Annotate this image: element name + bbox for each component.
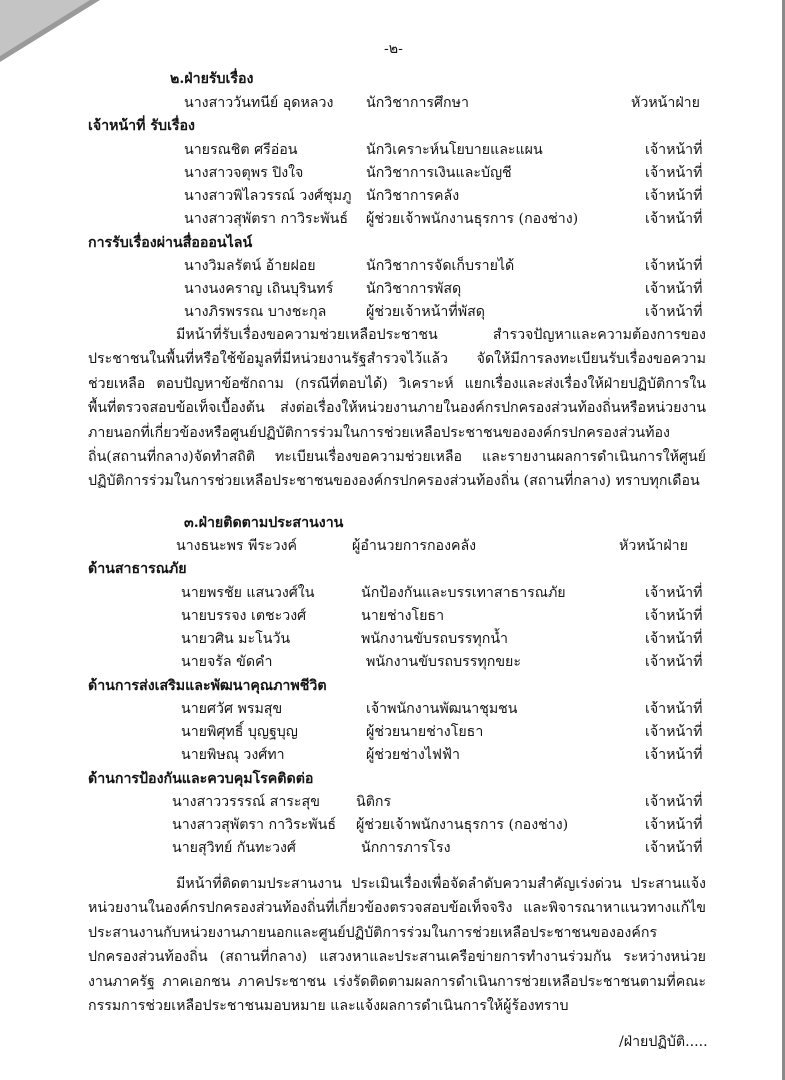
staff-role: เจ้าหน้าที่ xyxy=(645,142,703,158)
staff-position: ผู้ช่วยช่างไฟฟ้า xyxy=(366,747,460,763)
staff-name: นายศวัศ พรมสุข xyxy=(181,701,283,717)
page-number: -๒- xyxy=(384,41,403,57)
section2-staff-heading: เจ้าหน้าที่ รับเรื่อง xyxy=(88,118,195,134)
staff-role: เจ้าหน้าที่ xyxy=(645,165,703,181)
staff-position: นายช่างโยธา xyxy=(361,608,445,624)
staff-name: นายพิศุทธิ์ บุญฐบุญ xyxy=(181,724,298,740)
staff-position: นิติกร xyxy=(356,794,392,810)
staff-role: เจ้าหน้าที่ xyxy=(645,724,703,740)
section2-heading: ๒.ฝ่ายรับเรื่อง xyxy=(170,71,254,87)
staff-position: ผู้ช่วยเจ้าหน้าที่พัสดุ xyxy=(366,304,485,320)
staff-position: พนักงานขับรถบรรทุกขยะ xyxy=(366,654,521,670)
section2-head-role: หัวหน้าฝ่าย xyxy=(631,95,700,111)
staff-name: นางนงคราญ เถินบุรินทร์ xyxy=(184,281,334,297)
online-heading: การรับเรื่องผ่านสื่อออนไลน์ xyxy=(88,235,253,251)
staff-role: เจ้าหน้าที่ xyxy=(645,608,703,624)
staff-role: เจ้าหน้าที่ xyxy=(645,840,703,856)
staff-name: นายพิษณุ วงศ์ทา xyxy=(181,747,285,763)
section2-duty-text: มีหน้าที่รับเรื่องขอความช่วยเหลือประชาชน สำรวจปัญหาและความต้องการของประชาชนในพื้นที่หรือใช้ข้อมูลที่มีหน่วยงานรัฐสำรวจไว้แล้ว จัดให้มีการลงทะเบียนรับเรื่องขอความช่วยเหลือ ตอบปัญหาข้อซักถาม (กรณีที่ตอบได้) วิเคราะห์ แยกเรื่องและส่งเรื่องให้ฝ่ายปฏิบัติการในพื้นที่ตรวจสอบข้อเท็จเบื้องต้น ส่งต่อเรื่องให้หน่วยงานภายในองค์กรปกครองส่วนท้องถิ่นหรือหน่วยงานภายนอกที่เกี่ยวข้องหรือศูนย์ปฏิบัติการร่วมในการช่วยเหลือประชาชนขององค์กรปกครองส่วนท้องถิ่น(สถานที่กลาง)จัดทำสถิติ ทะเบียนเรื่องขอความช่วยเหลือ และรายงานผลการดำเนินการให้ศูนย์ปฏิบัติการร่วมในการช่วยเหลือประชาชนขององค์กรปกครองส่วนท้องถิ่น (สถานที่กลาง) ทราบทุกเดือน xyxy=(88,327,706,490)
staff-position: เจ้าพนักงานพัฒนาชุมชน xyxy=(366,701,518,717)
staff-role: เจ้าหน้าที่ xyxy=(645,701,703,717)
staff-role: เจ้าหน้าที่ xyxy=(645,654,703,670)
staff-name: นางสาวพิไลวรรณ์ วงศ์ชุมภู xyxy=(184,188,352,204)
section2-head-name: นางสาววันทนีย์ อุดหลวง xyxy=(184,95,334,111)
staff-role: เจ้าหน้าที่ xyxy=(645,631,703,647)
staff-position: ผู้ช่วยเจ้าพนักงานธุรการ (กองช่าง) xyxy=(366,211,579,227)
staff-position: นักวิชาการเงินและบัญชี xyxy=(366,165,512,181)
staff-position: ผู้ช่วยนายช่างโยธา xyxy=(366,724,484,740)
staff-position: นักวิชาการพัสดุ xyxy=(366,281,462,297)
staff-position: นักวิชาการคลัง xyxy=(366,188,460,204)
section3-heading: ๓.ฝ่ายติดตามประสานงาน xyxy=(184,515,344,531)
group-heading-disaster: ด้านสาธารณภัย xyxy=(88,561,187,577)
folded-corner xyxy=(0,0,90,56)
continuation-note: /ฝ่ายปฏิบัติ..... xyxy=(619,1034,708,1050)
section2-duty-paragraph xyxy=(88,323,706,494)
staff-position: นักวิเคราะห์นโยบายและแผน xyxy=(366,142,543,158)
section3-duty-paragraph xyxy=(88,872,706,1018)
staff-position: พนักงานขับรถบรรทุกน้ำ xyxy=(361,631,509,647)
staff-name: นายจรัล ขัดคำ xyxy=(181,654,273,670)
staff-name: นางภิรพรรณ บางชะกุล xyxy=(184,304,327,320)
section3-head-name: นางธนะพร พีระวงค์ xyxy=(176,538,298,554)
section2-head-position: นักวิชาการศึกษา xyxy=(366,95,469,111)
staff-name: นายรณชิต ศรีอ่อน xyxy=(184,142,298,158)
staff-role: เจ้าหน้าที่ xyxy=(645,188,703,204)
staff-name: นางสาววรรรณ์ สาระสุข xyxy=(172,794,320,810)
staff-role: เจ้าหน้าที่ xyxy=(645,258,703,274)
staff-role: เจ้าหน้าที่ xyxy=(645,747,703,763)
staff-name: นางวิมลรัตน์ อ้ายฝอย xyxy=(184,258,316,274)
section3-head-position: ผู้อำนวยการกองคลัง xyxy=(352,538,477,554)
staff-name: นายพรชัย แสนวงศ์ใน xyxy=(181,585,315,601)
staff-name: นางสาวสุพัตรา กาวิระพันธ์ xyxy=(172,817,336,833)
staff-position: นักวิชาการจัดเก็บรายได้ xyxy=(366,258,515,274)
staff-position: นักป้องกันและบรรเทาสาธารณภัย xyxy=(361,585,566,601)
staff-position: ผู้ช่วยเจ้าพนักงานธุรการ (กองช่าง) xyxy=(356,817,569,833)
staff-role: เจ้าหน้าที่ xyxy=(645,304,703,320)
staff-name: นางสาวสุพัตรา กาวิระพันธ์ xyxy=(184,211,348,227)
group-heading-disease-control: ด้านการป้องกันและควบคุมโรคติดต่อ xyxy=(88,771,314,787)
staff-role: เจ้าหน้าที่ xyxy=(645,794,703,810)
staff-position: นักการภารโรง xyxy=(361,840,451,856)
staff-name: นายวศิน มะโนวัน xyxy=(181,631,291,647)
staff-name: นายสุวิทย์ กันทะวงศ์ xyxy=(172,840,296,856)
staff-role: เจ้าหน้าที่ xyxy=(645,817,703,833)
staff-role: เจ้าหน้าที่ xyxy=(645,281,703,297)
staff-role: เจ้าหน้าที่ xyxy=(645,211,703,227)
staff-name: นางสาวจตุพร ปิงใจ xyxy=(184,165,304,181)
staff-name: นายบรรจง เตชะวงศ์ xyxy=(181,608,307,624)
staff-role: เจ้าหน้าที่ xyxy=(645,585,703,601)
section3-duty-text: มีหน้าที่ติดตามประสานงาน ประเมินเรื่องเพื่อจัดลำดับความสำคัญเร่งด่วน ประสานแจ้งหน่วยงานในองค์กรปกครองส่วนท้องถิ่นที่เกี่ยวข้องตรวจสอบข้อเท็จจริง และพิจารณาหาแนวทางแก้ไข ประสานงานกับหน่วยงานภายนอกและศูนย์ปฏิบัติการร่วมในการช่วยเหลือประชาชนขององค์กรปกครองส่วนท้องถิ่น (สถานที่กลาง) แสวงหาและประสานเครือข่ายการทำงานร่วมกัน ระหว่างหน่วยงานภาครัฐ ภาคเอกชน ภาคประชาชน เร่งรัดติดตามผลการดำเนินการช่วยเหลือประชาชนตามที่คณะกรรมการช่วยเหลือประชาชนมอบหมาย และแจ้งผลการดำเนินการให้ผู้ร้องทราบ xyxy=(88,876,706,1015)
section3-head-role: หัวหน้าฝ่าย xyxy=(619,538,688,554)
group-heading-quality-of-life: ด้านการส่งเสริมและพัฒนาคุณภาพชีวิต xyxy=(88,678,327,694)
